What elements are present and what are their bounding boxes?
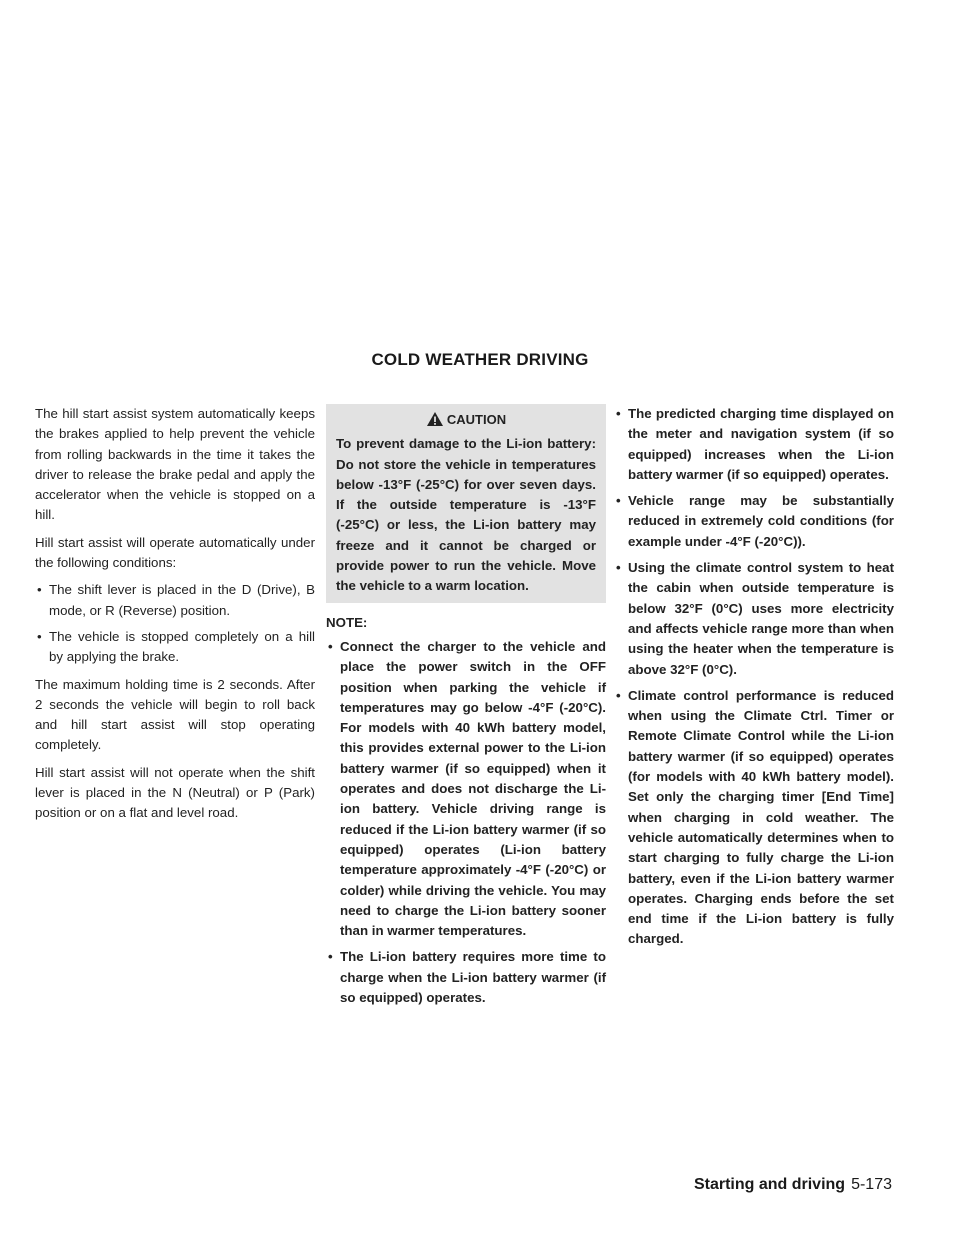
list-item: • The Li-ion battery requires more time to charge when the Li-ion battery warmer (if so equipped) operates. [326,947,606,1008]
hill-start-not-operate: Hill start assist will not operate when the shift lever is placed in the N (Neutral) or P (Park) position or on a flat and level road. [35,764,315,821]
caution-text: To prevent damage to the Li-ion battery: Do not store the vehicle in temperatures below -13°F (-25°C) for over seven days. If the outside temperature is -13°F (-25°C) or less, the Li-ion battery may freeze and it cannot be charged or provide power to run the vehicle. Move the vehicle to a warm location. [336,436,596,594]
hill-start-holding-time: The maximum holding time is 2 seconds. After 2 seconds the vehicle will begin to roll back and hill start assist will stop operating completely. [35,676,315,753]
hill-start-intro: The hill start assist system automatically keeps the brakes applied to help prevent the vehicle from rolling backwards in the time it takes the driver to release the brake pedal and apply the accelerator when the vehicle is stopped on a hill. [35,406,315,523]
note-label: NOTE: [326,614,368,630]
left-column [35,404,315,831]
page-footer [694,1176,892,1194]
hill-start-conditions-list [35,580,315,667]
note-list-continued [614,404,894,950]
page-number: 5-173 [851,1176,892,1193]
warning-icon [426,411,444,427]
list-item: • The predicted charging time displayed on the meter and navigation system (if so equipped) increases when the Li-ion battery warmer (if so equipped) operates. [614,404,894,485]
list-item: • The vehicle is stopped completely on a hill by applying the brake. [35,627,315,668]
list-item: • Vehicle range may be substantially reduced in extremely cold conditions (for example under -4°F (-20°C)). [614,491,894,552]
caution-label: CAUTION [446,412,507,427]
caution-box [326,404,606,603]
caution-header [336,410,596,430]
middle-column [326,404,606,1015]
section-title: COLD WEATHER DRIVING [371,350,589,369]
list-item: • Using the climate control system to heat the cabin when outside temperature is below 32°F (0°C) uses more electricity and affects vehicle range more than when using the heater when the temperature is above 32°F (0°C). [614,558,894,680]
footer-section: Starting and driving [693,1176,846,1193]
hill-start-conditions-intro: Hill start assist will operate automatically under the following conditions: [35,534,315,571]
note-list [326,637,606,1008]
list-item: • Connect the charger to the vehicle and place the power switch in the OFF position when parking the vehicle if temperatures may go below -4°F (-20°C). For models with 40 kWh battery model, this provides external power to the Li-ion battery warmer (if so equipped) when it operates and does not discharge the Li-ion battery. Vehicle driving range is reduced if the Li-ion battery warmer (if so equipped) operates (Li-ion battery temperature approximately -4°F (-20°C) or colder) while driving the vehicle. You may need to charge the Li-ion battery sooner than in warmer temperatures. [326,637,606,941]
right-column [614,404,894,957]
list-item: • Climate control performance is reduced when using the Climate Ctrl. Timer or Remote Climate Control while the Li-ion battery warmer (if so equipped) operates (for models with 40 kWh battery model). Set only the charging timer [End Time] when charging in cold weather. The vehicle automatically determines when to start charging to fully charge the Li-ion battery, even if the Li-ion battery warmer operates. Charging ends before the set end time if the Li-ion battery is fully charged. [614,686,894,950]
list-item: • The shift lever is placed in the D (Drive), B mode, or R (Reverse) position. [35,580,315,621]
